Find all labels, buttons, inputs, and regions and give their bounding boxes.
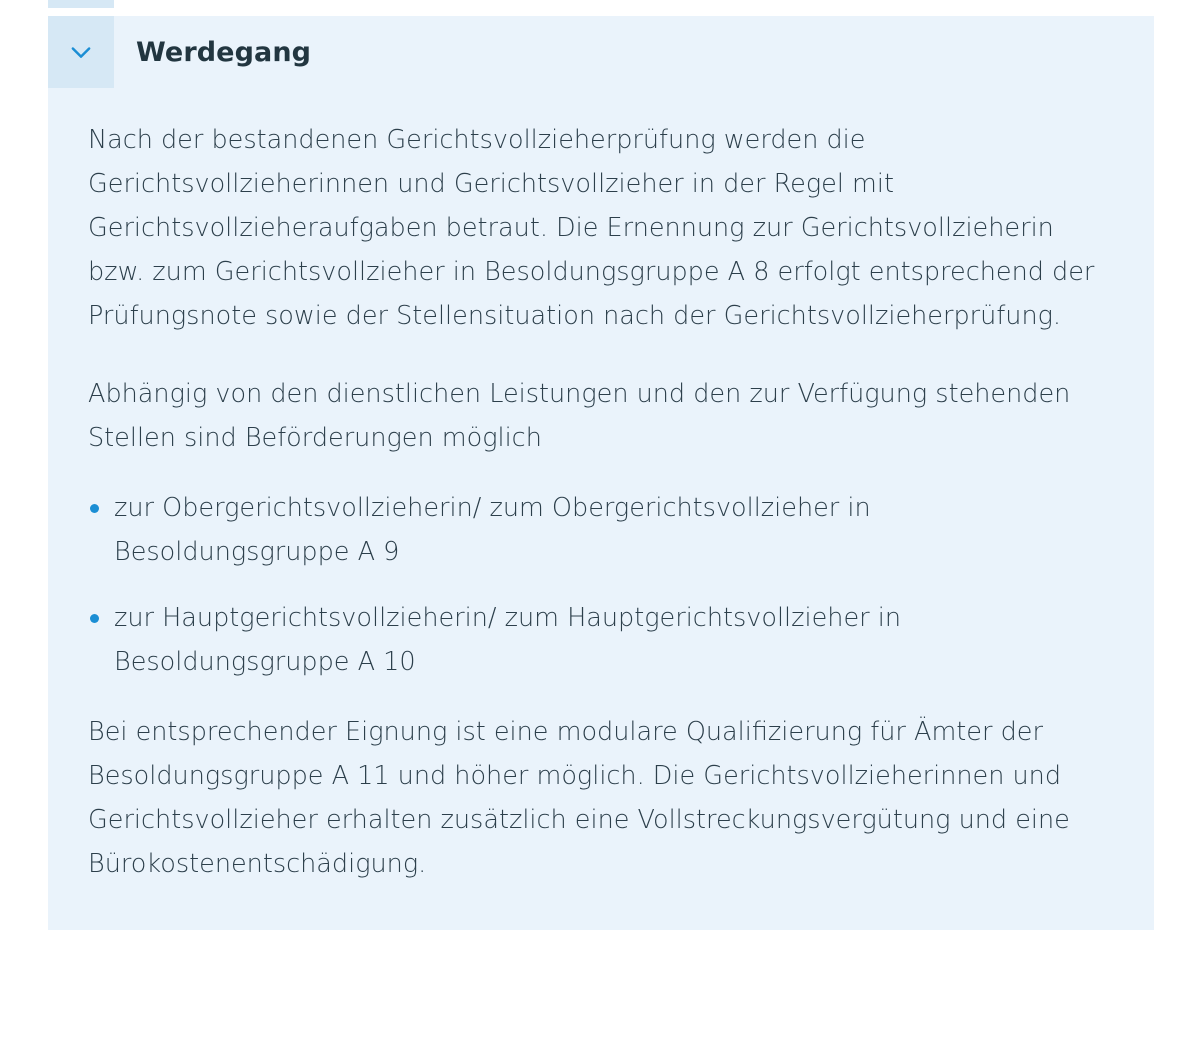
- accordion-header[interactable]: [48, 16, 1154, 88]
- accordion-body: [48, 88, 1154, 930]
- paragraph-qualification: Bei entsprechender Eignung ist eine modulare Qualifizierung für Ämter der Besoldungsgruppe A 11 und höher möglich. Die Gerichtsvollzieherinnen und Gerichtsvollzieher erhalten zusätzlich eine Vollstreckungsvergütung und eine Bürokostenentschädigung.: [88, 717, 1070, 879]
- accordion-title: Werdegang: [136, 36, 312, 68]
- chevron-down-icon: [67, 38, 95, 66]
- accordion-title-wrap: [114, 16, 311, 88]
- accordion-werdegang: [48, 16, 1154, 930]
- promotion-list: [88, 486, 1098, 684]
- list-item: zur Obergerichtsvollzieherin/ zum Obergerichtsvollzieher in Besoldungsgruppe A 9: [88, 486, 1098, 574]
- paragraph-promotions-intro: Abhängig von den dienstlichen Leistungen und den zur Verfügung stehenden Stellen sind Beförderungen möglich: [88, 379, 1071, 453]
- list-item: zur Hauptgerichtsvollzieherin/ zum Hauptgerichtsvollzieher in Besoldungsgruppe A 10: [88, 596, 1098, 684]
- accordion-toggle-button[interactable]: [48, 16, 114, 88]
- paragraph-intro: Nach der bestandenen Gerichtsvollzieherprüfung werden die Gerichtsvollzieherinnen und Gerichtsvollzieher in der Regel mit Gerichtsvollzieheraufgaben betraut. Die Ernennung zur Gerichtsvollzieherin bzw. zum Gerichtsvollzieher in Besoldungsgruppe A 8 erfolgt entsprechend der Prüfungsnote sowie der Stellensituation nach der Gerichtsvollzieherprüfung.: [88, 125, 1095, 331]
- previous-accordion-toggle-sliver[interactable]: [48, 0, 114, 8]
